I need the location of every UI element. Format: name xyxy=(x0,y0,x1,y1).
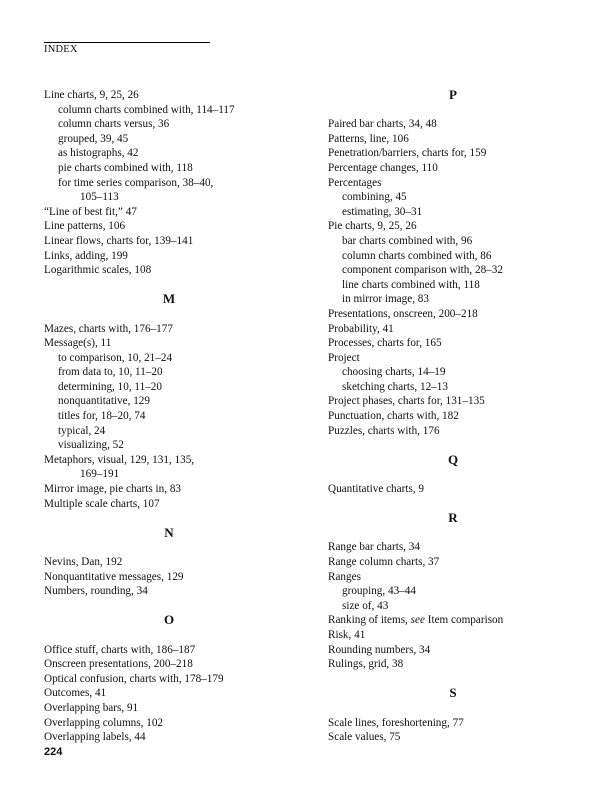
section-spacer xyxy=(44,599,294,614)
index-entry: Percentages xyxy=(328,176,382,189)
index-subentry: grouping, 43–44 xyxy=(342,585,416,598)
index-entry: Numbers, rounding, 34 xyxy=(44,585,148,598)
index-subentry: column charts versus, 36 xyxy=(58,118,170,131)
index-subentry: choosing charts, 14–19 xyxy=(342,366,446,379)
index-entry: “Line of best fit,” 47 xyxy=(44,205,137,218)
index-entry: Mazes, charts with, 176–177 xyxy=(44,322,173,335)
index-subentry: determining, 10, 11–20 xyxy=(58,380,162,393)
index-subentry: nonquantitative, 129 xyxy=(58,395,150,408)
section-letter: N xyxy=(164,524,174,540)
entry-text-tail: Item comparison xyxy=(424,614,504,627)
index-entry: Range bar charts, 34 xyxy=(328,541,420,554)
index-entry: Rounding numbers, 34 xyxy=(328,643,431,656)
section-letter: M xyxy=(162,291,176,307)
index-subentry: column charts combined with, 114–117 xyxy=(58,103,235,116)
section-letter: P xyxy=(449,87,457,102)
index-column-right xyxy=(328,88,578,745)
index-entry: Scale values, 75 xyxy=(328,731,401,744)
index-subentry: 169–191 xyxy=(80,468,120,481)
section-spacer xyxy=(328,497,578,512)
index-entry: Nevins, Dan, 192 xyxy=(44,556,123,568)
index-entry: Risk, 41 xyxy=(328,628,366,641)
index-subentry: for time series comparison, 38–40, xyxy=(58,176,214,189)
index-subentry: to comparison, 10, 21–24 xyxy=(58,351,173,364)
index-entry: Mirror image, pie charts in, 83 xyxy=(44,483,182,496)
section-spacer xyxy=(328,103,578,118)
index-entry: Project phases, charts for, 131–135 xyxy=(328,395,485,408)
index-entry: Logarithmic scales, 108 xyxy=(44,264,152,277)
section-letter: Q xyxy=(447,451,459,467)
index-entry: Paired bar charts, 34, 48 xyxy=(328,118,437,131)
index-subentry: from data to, 10, 11–20 xyxy=(58,366,163,379)
section-letter: R xyxy=(448,510,458,526)
index-entry: Processes, charts for, 165 xyxy=(328,337,442,350)
index-entry: Office stuff, charts with, 186–187 xyxy=(44,643,196,656)
index-entry: Metaphors, visual, 129, 131, 135, xyxy=(44,453,195,466)
index-subentry: bar charts combined with, 96 xyxy=(342,234,473,247)
index-entry: Ranges xyxy=(328,570,361,583)
index-subentry: pie charts combined with, 118 xyxy=(58,161,193,174)
index-entry xyxy=(328,613,578,628)
index-subentry: line charts combined with, 118 xyxy=(342,278,480,291)
section-spacer xyxy=(44,278,294,293)
index-column-left xyxy=(44,88,294,745)
index-entry: Line charts, 9, 25, 26 xyxy=(44,89,139,101)
index-entry: Onscreen presentations, 200–218 xyxy=(44,658,193,671)
index-entry: Range column charts, 37 xyxy=(328,556,440,568)
section-letter: O xyxy=(163,612,175,628)
index-entry: Message(s), 11 xyxy=(44,337,112,350)
header-rule xyxy=(44,42,210,43)
running-header: INDEX xyxy=(44,44,78,55)
index-entry: Overlapping bars, 91 xyxy=(44,701,139,714)
index-subentry: combining, 45 xyxy=(342,191,407,204)
index-entry: Linear flows, charts for, 139–141 xyxy=(44,234,194,247)
section-letter: S xyxy=(449,685,457,701)
section-spacer xyxy=(44,511,294,526)
index-subentry: column charts combined with, 86 xyxy=(342,249,492,262)
index-entry: Percentage changes, 110 xyxy=(328,161,438,174)
section-spacer xyxy=(44,307,294,322)
index-subentry: as histographs, 42 xyxy=(58,147,139,160)
index-entry: Links, adding, 199 xyxy=(44,249,128,262)
index-subentry: sketching charts, 12–13 xyxy=(342,380,448,393)
index-subentry: component comparison with, 28–32 xyxy=(342,264,503,277)
section-spacer xyxy=(328,701,578,716)
index-entry: Scale lines, foreshortening, 77 xyxy=(328,716,464,729)
index-subentry: 105–113 xyxy=(80,191,119,204)
index-entry: Project xyxy=(328,351,360,364)
index-entry: Quantitative charts, 9 xyxy=(328,483,424,496)
index-entry: Punctuation, charts with, 182 xyxy=(328,410,459,423)
index-entry: Optical confusion, charts with, 178–179 xyxy=(44,672,224,685)
page-number: 224 xyxy=(44,746,63,758)
index-entry: Pie charts, 9, 25, 26 xyxy=(328,220,417,233)
index-subentry: grouped, 39, 45 xyxy=(58,132,129,145)
index-subentry: estimating, 30–31 xyxy=(342,205,423,218)
index-subentry: visualizing, 52 xyxy=(58,439,124,452)
index-entry: Nonquantitative messages, 129 xyxy=(44,570,184,583)
index-entry: Presentations, onscreen, 200–218 xyxy=(328,307,478,320)
section-spacer xyxy=(328,672,578,687)
index-entry: Patterns, line, 106 xyxy=(328,132,409,145)
index-entry: Overlapping columns, 102 xyxy=(44,716,164,729)
index-entry: Multiple scale charts, 107 xyxy=(44,497,160,510)
index-subentry: size of, 43 xyxy=(342,599,389,612)
index-subentry: titles for, 18–20, 74 xyxy=(58,410,146,423)
index-entry: Probability, 41 xyxy=(328,322,394,335)
index-subentry: typical, 24 xyxy=(58,424,106,437)
section-spacer xyxy=(328,438,578,453)
index-entry: Penetration/barriers, charts for, 159 xyxy=(328,147,487,160)
index-entry: Outcomes, 41 xyxy=(44,687,107,700)
index-entry: Overlapping labels, 44 xyxy=(44,731,146,744)
entry-see-reference: see xyxy=(410,614,425,627)
index-subentry: in mirror image, 83 xyxy=(342,293,429,306)
index-entry: Puzzles, charts with, 176 xyxy=(328,424,440,437)
index-entry: Rulings, grid, 38 xyxy=(328,658,404,671)
entry-text: Ranking of items, xyxy=(328,614,411,627)
section-spacer xyxy=(44,540,294,555)
section-spacer xyxy=(328,526,578,541)
index-entry: Line patterns, 106 xyxy=(44,220,126,233)
section-spacer xyxy=(328,467,578,482)
section-spacer xyxy=(44,628,294,643)
